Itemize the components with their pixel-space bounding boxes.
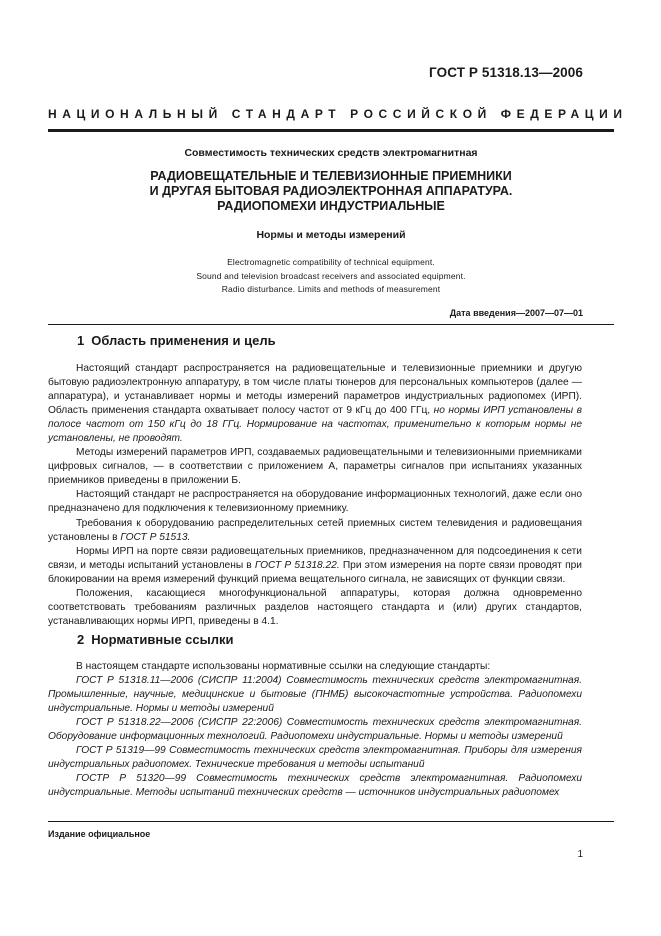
standard-reference: ГОСТ Р 51513. — [120, 531, 191, 543]
subject-line: Совместимость технических средств электромагнитная — [184, 147, 478, 159]
paragraph: Методы измерений параметров ИРП, создаваемых радиовещательными и телевизионными приемниками цифровых сигналов, — в соответствии с приложением А, параметры сигналов при испытаниях указанных приемников приведены в приложении Б. — [48, 447, 582, 487]
standard-reference: ГОСТ Р 51318.22. — [254, 559, 340, 571]
section-2-body — [48, 660, 582, 800]
reference-entry: ГОСТ Р 51318.11—2006 (СИСПР 11:2004) Совместимость технических средств электромагнитная. Промышленные, научные, медицинские и бытовые (ПНМБ) высокочастотные устройства. Радиопомехи индустриальные. Нормы и методы измерений — [48, 675, 582, 715]
reference-entry: ГОСТР Р 51320—99 Совместимость технических средств электромагнитная. Радиопомехи индустриальные. Методы испытаний технических средств — источников индустриальных радиопомех — [48, 773, 582, 799]
footer-divider — [48, 821, 614, 822]
paragraph: Настоящий стандарт распространяется на радиовещательные и телевизионные приемники и другую бытовую радиоэлектронную аппаратуру, в том числе платы тюнеров для персональных компьютеров (далее — аппаратура), и устанавливает нормы и методы измерений параметров индустриальных радиопомех (ИРП). Область применения стандарта охватывает полосу частот от 9 кГц до 400 ГГц, но нормы ИРП установлены в полосе частот от 150 кГц до 18 ГГц. Нормирование на частотах, применительно к которым нормы не установлены, не проводят. — [48, 363, 582, 445]
english-title-line: Electromagnetic compatibility of technical equipment. — [227, 257, 435, 267]
reference-entry: ГОСТ Р 51319—99 Совместимость технических средств электромагнитная. Приборы для измерения индустриальных радиопомех. Технические требования и методы испытаний — [48, 745, 582, 771]
english-title — [48, 256, 614, 297]
section-title: Нормативные ссылки — [91, 632, 234, 647]
header-divider — [48, 129, 614, 132]
section-1-body — [48, 362, 582, 629]
page-number: 1 — [577, 849, 583, 860]
section-1-heading — [77, 333, 276, 348]
english-title-line: Sound and television broadcast receivers and associated equipment. — [196, 270, 466, 281]
section-2-heading — [77, 632, 233, 647]
document-subtitle: Нормы и методы измерений — [256, 229, 406, 241]
english-title-line: Radio disturbance. Limits and methods of measurement — [221, 284, 441, 294]
section-number: 1 — [77, 333, 85, 348]
document-number: ГОСТ Р 51318.13—2006 — [429, 65, 583, 80]
title-line: РАДИОПОМЕХИ ИНДУСТРИАЛЬНЫЕ — [217, 199, 445, 213]
paragraph: Положения, касающиеся многофункциональной аппаратуры, которая должна одновременно соответствовать требованиям различных разделов настоящего стандарта и (или) других стандартов, устанавливающих нормы ИРП, приведены в 4.1. — [48, 587, 582, 627]
italic-note: но нормы ИРП установлены в полосе частот от 150 кГц до 18 ГГц. Нормирование на частотах, применительно к которым нормы не установлены, не проводят. — [48, 405, 582, 445]
title-line: РАДИОВЕЩАТЕЛЬНЫЕ И ТЕЛЕВИЗИОННЫЕ ПРИЕМНИКИ — [150, 169, 512, 183]
paragraph: Требования к оборудованию распределительных сетей приемных систем телевидения и радиовещания установлены в ГОСТ Р 51513. — [48, 517, 582, 543]
document-title — [48, 169, 614, 214]
paragraph: В настоящем стандарте использованы нормативные ссылки на следующие стандарты: — [76, 661, 491, 672]
national-standard-header: НАЦИОНАЛЬНЫЙ СТАНДАРТ РОССИЙСКОЙ ФЕДЕРАЦИИ — [48, 107, 628, 121]
title-line: И ДРУГАЯ БЫТОВАЯ РАДИОЭЛЕКТРОННАЯ АППАРАТУРА. — [149, 184, 513, 198]
paragraph: Нормы ИРП на порте связи радиовещательных приемников, предназначенном для подсоединения к сети связи, и методы испытаний установлены в ГОСТ Р 51318.22. При этом измерения на порте связи проводят при блокировании на время измерений функций приема вещательного сигнала, не зависящих от функции связи. — [48, 545, 582, 585]
edition-label: Издание официальное — [48, 829, 151, 839]
reference-entry: ГОСТ Р 51318.22—2006 (СИСПР 22:2006) Совместимость технических средств электромагнитная. Оборудование информационных технологий. Радиопомехи индустриальные. Нормы и методы измерений — [48, 717, 582, 743]
section-number: 2 — [77, 632, 85, 647]
section-title: Область применения и цель — [91, 333, 276, 348]
paragraph: Настоящий стандарт не распространяется на оборудование информационных технологий, даже если оно предназначено для подключения к телевизионному приемнику. — [48, 489, 582, 515]
introduction-date: Дата введения—2007—07—01 — [449, 308, 583, 318]
date-divider — [48, 324, 614, 325]
